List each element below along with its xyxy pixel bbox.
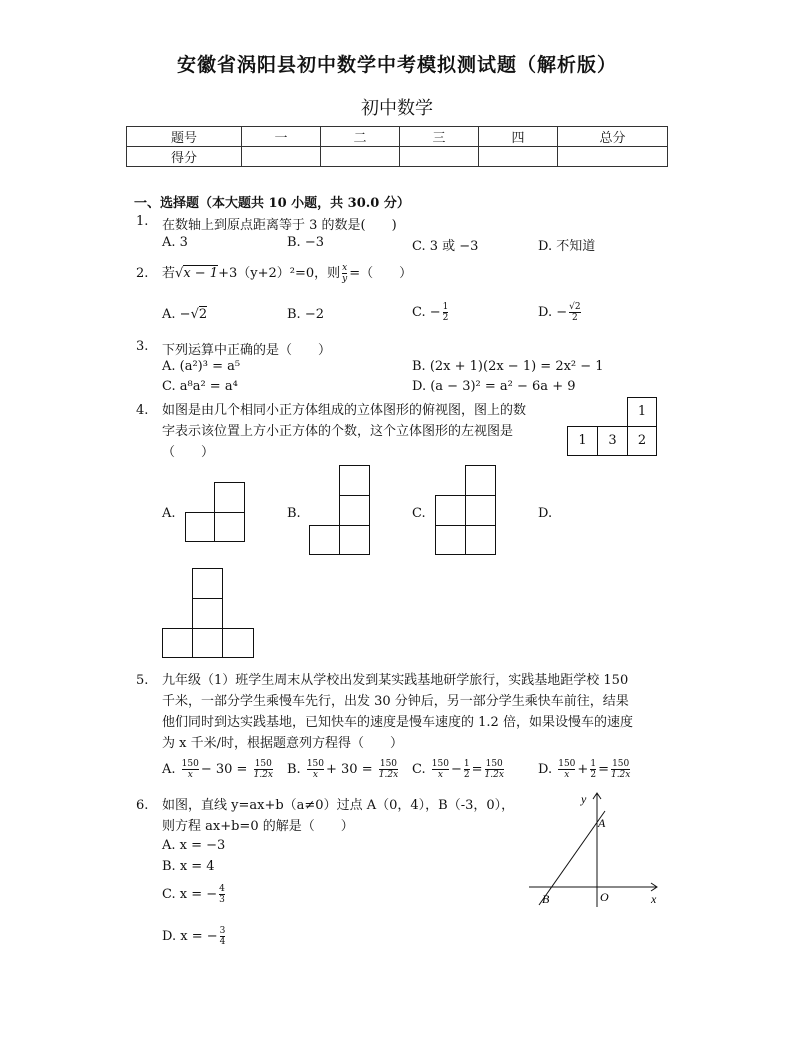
option-b-figure <box>309 465 370 555</box>
fraction-denominator: 2 <box>442 313 449 323</box>
fraction-numerator: 3 <box>219 926 226 936</box>
square <box>339 495 370 526</box>
square <box>222 628 254 658</box>
fraction <box>182 759 199 780</box>
option-c <box>412 302 450 323</box>
line-graph-figure <box>525 787 665 912</box>
question-text-line: 千米，一部分学生乘慢车先行，出发 30 分钟后，另一部分学生乘快车前往，结果 <box>162 694 629 709</box>
fraction-denominator: 1.2x <box>378 770 399 780</box>
table-cell-empty <box>400 147 479 167</box>
fraction <box>611 759 630 780</box>
option-d <box>162 926 227 947</box>
fraction-numerator: 1 <box>463 759 470 769</box>
option-b: B. <box>287 506 301 521</box>
fraction-denominator: 2 <box>463 770 470 780</box>
top-view-cell: 1 <box>567 426 598 456</box>
question-text-line: 他们同时到达实践基地，已知快车的速度是慢车速度的 1.2 倍，如果设慢车的速度 <box>162 715 633 730</box>
option-c <box>162 884 227 905</box>
option-c: C. <box>412 506 426 521</box>
fraction-denominator: x <box>432 769 449 780</box>
fraction-numerator: 150 <box>612 759 630 769</box>
option-label: B. <box>287 762 301 777</box>
question-text-suffix: =（ ） <box>349 266 413 281</box>
fraction <box>432 759 449 780</box>
y-axis-label: y <box>581 792 587 806</box>
square <box>192 628 223 658</box>
option-label: C. − <box>412 305 441 320</box>
top-view-cell: 1 <box>627 397 657 427</box>
table-cell: 四 <box>479 127 558 147</box>
question-text <box>162 262 412 284</box>
question-text-line: 如图，直线 y=ax+b（a≠0）过点 A（0，4），B（-3，0）， <box>162 798 515 813</box>
section-heading: 一、选择题（本大题共 10 小题，共 30.0 分） <box>134 196 410 211</box>
top-view-figure <box>567 397 657 457</box>
line-ab <box>539 811 605 905</box>
table-cell-empty <box>558 147 668 167</box>
option-a: A. x = −3 <box>162 838 226 853</box>
fraction-numerator: 150 <box>485 759 503 769</box>
operator: + 30 = <box>326 762 373 777</box>
fraction-denominator: 3 <box>219 895 225 905</box>
option-a <box>162 759 275 780</box>
fraction-numerator: 150 <box>431 759 449 769</box>
fraction <box>307 759 324 780</box>
option-label: D. x = − <box>162 929 218 944</box>
fraction-numerator: 150 <box>254 759 272 769</box>
question-number: 1. <box>136 214 149 229</box>
question-text-line: 九年级（1）班学生周末从学校出发到某实践基地研学旅行，实践基地距学校 150 <box>162 673 629 688</box>
option-a: A. <box>162 506 176 521</box>
option-d: D. <box>538 506 553 521</box>
fraction-numerator: 4 <box>219 884 225 894</box>
fraction-denominator: x <box>558 769 575 780</box>
option-b: B. x = 4 <box>162 859 215 874</box>
option-d-figure <box>162 568 254 658</box>
fraction-denominator: 1.2x <box>610 770 631 780</box>
sqrt-body: 2 <box>198 307 208 322</box>
option-label: A. <box>162 762 176 777</box>
fraction <box>485 759 504 780</box>
option-c: C. 3 或 −3 <box>412 239 479 254</box>
question-text: 在数轴上到原点距离等于 3 的数是( ) <box>162 218 397 233</box>
fraction-denominator: 1.2x <box>484 770 504 780</box>
fraction-numerator: 150 <box>379 759 398 769</box>
square <box>435 495 466 526</box>
fraction-denominator: 1.2x <box>253 770 273 780</box>
document-title: 安徽省涡阳县初中数学中考模拟测试题（解析版） <box>176 54 617 76</box>
operator: + <box>577 762 589 777</box>
table-cell: 题号 <box>127 127 242 147</box>
square <box>214 482 245 513</box>
fraction-numerator: 1 <box>590 759 597 769</box>
fraction <box>342 263 347 284</box>
table-cell: 三 <box>400 127 479 147</box>
table-cell-empty <box>242 147 321 167</box>
option-d: D. 不知道 <box>538 239 596 254</box>
square <box>309 525 340 555</box>
option-label: C. x = − <box>162 887 218 902</box>
option-label: C. <box>412 762 426 777</box>
minus-sign: − <box>179 307 191 322</box>
fraction-denominator: 4 <box>219 937 226 947</box>
option-b: B. −3 <box>287 235 324 250</box>
sqrt-sign: √ <box>190 307 199 322</box>
question-number: 5. <box>136 673 149 688</box>
fraction-numerator: 150 <box>306 759 325 769</box>
square <box>465 495 496 526</box>
square <box>192 568 223 599</box>
fraction-denominator: x <box>307 769 324 780</box>
square <box>465 465 496 496</box>
option-b <box>287 759 400 780</box>
question-text: 下列运算中正确的是（ ） <box>162 343 332 358</box>
option-label: D. − <box>538 305 568 320</box>
fraction <box>379 759 398 780</box>
square <box>339 465 370 496</box>
question-text-line: 为 x 千米/时，根据题意列方程得（ ） <box>162 736 403 751</box>
point-b-label: B <box>542 892 550 906</box>
score-table-header-row <box>127 127 668 147</box>
option-a: A. (a²)³ = a⁵ <box>162 359 241 374</box>
square <box>185 512 215 542</box>
sqrt-sign: √ <box>175 266 184 281</box>
square <box>162 628 193 658</box>
x-axis-label: x <box>651 892 657 906</box>
fraction-denominator: 2 <box>569 312 580 323</box>
option-label: D. <box>538 762 553 777</box>
option-a <box>162 307 207 322</box>
fraction <box>590 759 596 780</box>
fraction-denominator: y <box>342 274 348 284</box>
option-b: B. (2x + 1)(2x − 1) = 2x² − 1 <box>412 359 604 374</box>
square <box>192 598 223 629</box>
table-cell-empty <box>321 147 400 167</box>
table-cell: 一 <box>242 127 321 147</box>
operator: − 30 = <box>200 762 248 777</box>
option-label: A. <box>162 307 176 322</box>
table-cell: 二 <box>321 127 400 147</box>
option-c: C. a⁸a² = a⁴ <box>162 379 238 394</box>
option-b: B. −2 <box>287 307 324 322</box>
question-text-prefix: 若 <box>162 266 176 281</box>
question-text-mid: +3（y+2）²=0，则 <box>218 266 341 281</box>
question-text-line: 则方程 ax+b=0 的解是（ ） <box>162 819 354 834</box>
fraction <box>464 759 470 780</box>
origin-label: O <box>600 890 609 904</box>
fraction <box>443 302 449 323</box>
question-text-line: （ ） <box>162 445 215 460</box>
table-cell: 总分 <box>558 127 668 147</box>
question-number: 2. <box>136 266 149 281</box>
score-table-score-row <box>127 147 668 167</box>
operator: = <box>471 762 483 777</box>
fraction-numerator: 1 <box>442 302 449 312</box>
fraction <box>219 884 225 905</box>
document-subject: 初中数学 <box>361 98 433 119</box>
fraction-numerator: x <box>342 263 348 273</box>
square <box>339 525 370 555</box>
fraction-denominator: 2 <box>590 770 597 780</box>
question-number: 4. <box>136 403 149 418</box>
option-c-figure <box>435 465 496 555</box>
square <box>465 525 496 555</box>
sqrt-body: x − 1 <box>183 266 219 281</box>
fraction <box>558 759 575 780</box>
question-number: 6. <box>136 798 149 813</box>
point-a-label: A <box>598 816 606 830</box>
option-d <box>538 759 632 780</box>
fraction-numerator: 150 <box>181 759 199 769</box>
table-cell-empty <box>479 147 558 167</box>
question-text-line: 字表示该位置上方小正方体的个数，这个立体图形的左视图是 <box>162 424 514 439</box>
option-d <box>538 302 583 323</box>
question-number: 3. <box>136 339 149 354</box>
option-d: D. (a − 3)² = a² − 6a + 9 <box>412 379 576 394</box>
fraction-denominator: x <box>182 769 199 780</box>
operator: = <box>598 762 609 777</box>
fraction-numerator: 150 <box>558 759 576 769</box>
fraction <box>220 926 226 947</box>
fraction <box>569 302 580 323</box>
top-view-cell: 2 <box>627 426 657 456</box>
square <box>214 512 245 542</box>
fraction-numerator: √2 <box>569 302 581 312</box>
fraction <box>254 759 273 780</box>
square <box>435 525 466 555</box>
option-a-figure <box>185 482 245 542</box>
question-text-line: 如图是由几个相同小正方体组成的立体图形的俯视图，图上的数 <box>162 403 527 418</box>
table-cell: 得分 <box>127 147 242 167</box>
operator: − <box>450 762 462 777</box>
score-table <box>126 126 668 167</box>
top-view-cell: 3 <box>597 426 628 456</box>
option-a: A. 3 <box>162 235 188 250</box>
option-c <box>412 759 506 780</box>
